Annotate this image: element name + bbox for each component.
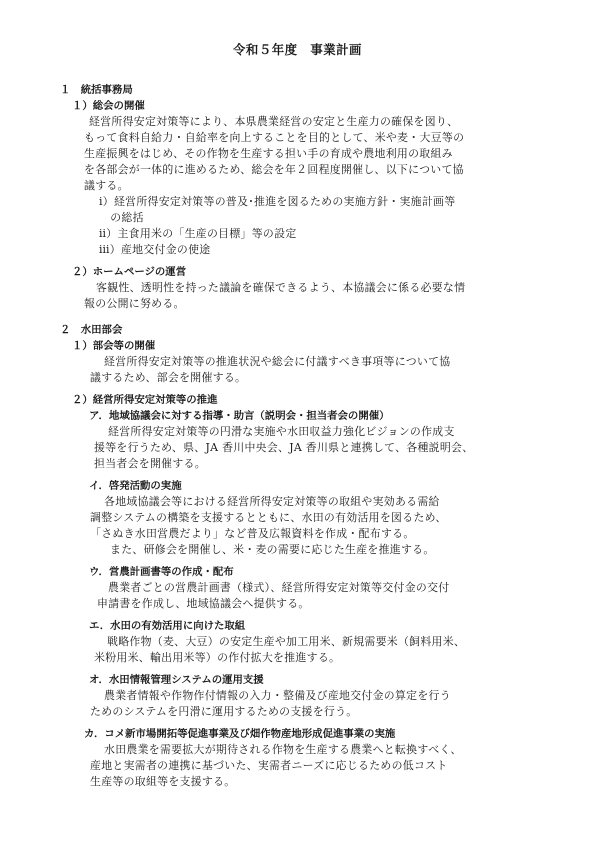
paragraph-line: また、研修会を開催し、米・麦の需要に応じた生産を推進する。 (110, 543, 435, 556)
paragraph-line: 援等を行うため、県、JA 香川中央会、JA 香川県と連携して、各種説明会、 (94, 441, 474, 454)
paragraph-line: 経営所得安定対策等の円滑な実施や水田収益力強化ビジョンの作成支 (108, 425, 455, 438)
paragraph-line: 生産振興をはじめ、その作物を生産する担い手の育成や農地利用の取組み (84, 147, 453, 160)
paragraph-line: 戦略作物（麦、大豆）の安定生産や加工用米、新規需要米（飼料用米、 (107, 635, 466, 648)
paragraph-line: 調整システムの構築を支援するとともに、水田の有効活用を図るため、 (90, 511, 447, 524)
item-heading-ka: カ．コメ新市場開拓等促進事業及び畑作物産地形成促進事業の実施 (84, 728, 396, 740)
paragraph-line: もって食料自給力・自給率を向上することを目的として、米や麦・大豆等の (84, 131, 465, 144)
page-title: 令和５年度 事業計画 (233, 42, 362, 57)
paragraph-line: 報の公開に努める。 (84, 297, 185, 310)
list-item: ⅲ）産地交付金の使途 (99, 243, 211, 256)
subsection-heading-2-2: ２）経営所得安定対策等の推進 (72, 394, 218, 406)
paragraph-line: 各地域協議会等における経営所得安定対策等の取組や実効ある需給 (104, 495, 440, 508)
list-item: の総括 (99, 211, 144, 224)
item-heading-e: エ．水田の有効活用に向けた取組 (89, 620, 246, 632)
paragraph-line: 産地と実需者の連携に基づいた、実需者ニーズに応じるための低コスト (90, 759, 448, 772)
item-heading-u: ウ．営農計画書等の作成・配布 (89, 566, 234, 578)
paragraph-line: 米粉用米、輸出用米等）の作付拡大を推進する。 (94, 651, 341, 664)
item-heading-i: イ．啓発活動の実施 (89, 480, 182, 492)
item-heading-a: ア．地域協議会に対する指導・助言（説明会・担当者会の開催） (89, 410, 390, 422)
paragraph-line: を各部会が一体的に進めるため、総会を年２回程度開催し、以下について協 (84, 163, 464, 176)
paragraph-line: 「さぬき水田営農だより」など普及広報資料を作成・配布する。 (90, 527, 415, 540)
subsection-heading-1-1: １）総会の開催 (72, 100, 145, 112)
paragraph-line: 水田農業を需要拡大が期待される作物を生産する農業へと転換すべく、 (104, 743, 462, 756)
subsection-heading-2-1: １）部会等の開催 (72, 340, 156, 352)
paragraph-line: 生産等の取組等を支援する。 (90, 775, 236, 788)
list-item: ⅱ）主食用米の「生産の目標」等の設定 (99, 227, 297, 240)
paragraph-line: 農業者ごとの営農計画書（様式）、経営所得安定対策等交付金の交付 (108, 581, 450, 594)
paragraph-line: 議する。 (84, 179, 129, 192)
paragraph-line: 客観性、透明性を持った議論を確保できるよう、本協議会に係る必要な情 (96, 281, 466, 294)
subsection-heading-1-2: ２）ホームページの運営 (72, 266, 187, 278)
paragraph-line: 申請書を作成し、地域協議会へ提供する。 (97, 597, 310, 610)
paragraph-line: 経営所得安定対策等により、本県農業経営の安定と生産力の確保を図り、 (89, 115, 459, 128)
section-heading-1: １ 統括事務局 (60, 84, 133, 96)
list-item: ⅰ）経営所得安定対策等の普及･推進を図るための実施方針・実施計画等 (99, 195, 456, 208)
section-heading-2: ２ 水田部会 (60, 324, 123, 336)
item-heading-o: オ．水田情報管理システムの運用支援 (89, 674, 264, 686)
paragraph-line: 農業者情報や作物作付情報の入力・整備及び産地交付金の算定を行う (104, 689, 451, 702)
paragraph-line: 議するため、部会を開催する。 (90, 371, 247, 384)
paragraph-line: 経営所得安定対策等の推進状況や総会に付議すべき事項等について協 (104, 355, 451, 368)
paragraph-line: 担当者会を開催する。 (94, 457, 206, 470)
paragraph-line: ためのシステムを円滑に運用するための支援を行う。 (90, 705, 358, 718)
